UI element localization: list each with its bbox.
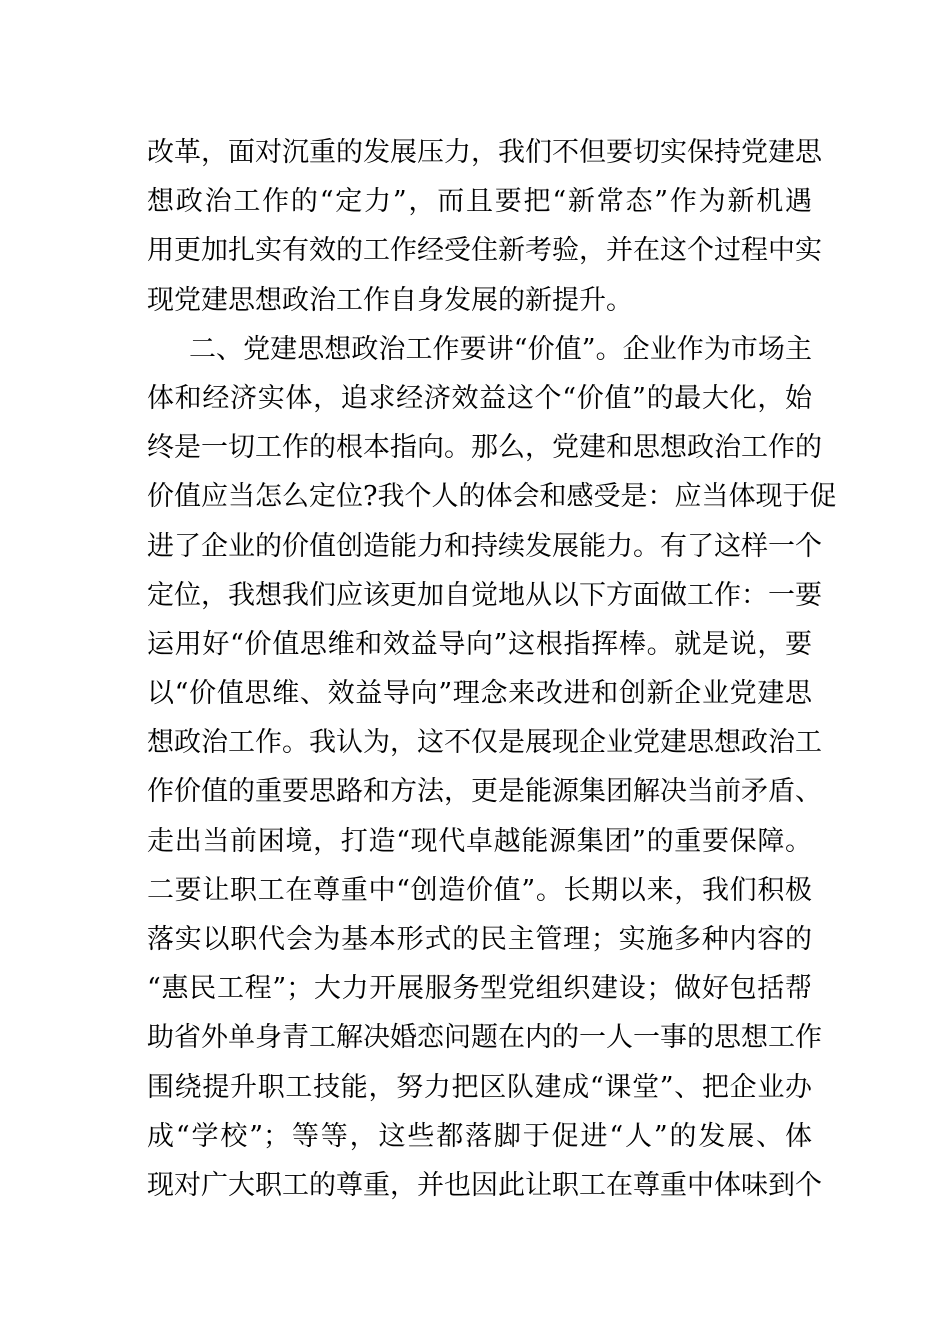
- text-line-4: 现党建思想政治工作自身发展的新提升。: [147, 284, 633, 316]
- text-line-5: 二、党建思想政治工作要讲“价值”。企业作为市场主: [189, 333, 812, 365]
- text-line-18: “惠民工程”；大力开展服务型党组织建设；做好包括帮: [147, 973, 812, 1005]
- text-line-7: 终是一切工作的根本指向。那么，党建和思想政治工作的: [147, 432, 822, 464]
- text-line-22: 现对广大职工的尊重，并也因此让职工在尊重中体味到个: [147, 1169, 822, 1201]
- text-line-3: 用更加扎实有效的工作经受住新考验，并在这个过程中实: [147, 235, 822, 267]
- text-line-9: 进了企业的价值创造能力和持续发展能力。有了这样一个: [147, 530, 822, 562]
- text-line-17: 落实以职代会为基本形式的民主管理；实施多种内容的: [147, 924, 812, 955]
- text-line-13: 想政治工作。我认为，这不仅是展现企业党建思想政治工: [147, 727, 822, 759]
- text-line-16: 二要让职工在尊重中“创造价值”。长期以来，我们积极: [147, 874, 812, 906]
- body-text: [147, 128, 837, 1210]
- text-line-21: 成“学校”；等等，这些都落脚于促进“人”的发展、体: [147, 1120, 812, 1152]
- text-line-19: 助省外单身青工解决婚恋问题在内的一人一事的思想工作: [147, 1022, 822, 1054]
- text-line-14: 作价值的重要思路和方法，更是能源集团解决当前矛盾、: [147, 776, 822, 808]
- text-line-15: 走出当前困境，打造“现代卓越能源集团”的重要保障。: [147, 825, 812, 857]
- text-line-2: 想政治工作的“定力”，而且要把“新常态”作为新机遇: [147, 186, 812, 218]
- text-line-11: 运用好“价值思维和效益导向”这根指挥棒。就是说，要: [147, 628, 812, 660]
- text-line-1: 改革，面对沉重的发展压力，我们不但要切实保持党建思: [147, 137, 822, 168]
- text-line-20: 围绕提升职工技能，努力把区队建成“课堂”、把企业办: [147, 1071, 812, 1103]
- text-line-6: 体和经济实体，追求经济效益这个“价值”的最大化，始: [147, 382, 812, 414]
- text-line-10: 定位，我想我们应该更加自觉地从以下方面做工作：一要: [147, 579, 822, 611]
- text-line-8: 价值应当怎么定位?我个人的体会和感受是：应当体现于促: [147, 481, 837, 513]
- text-line-12: 以“价值思维、效益导向”理念来改进和创新企业党建思: [147, 678, 812, 710]
